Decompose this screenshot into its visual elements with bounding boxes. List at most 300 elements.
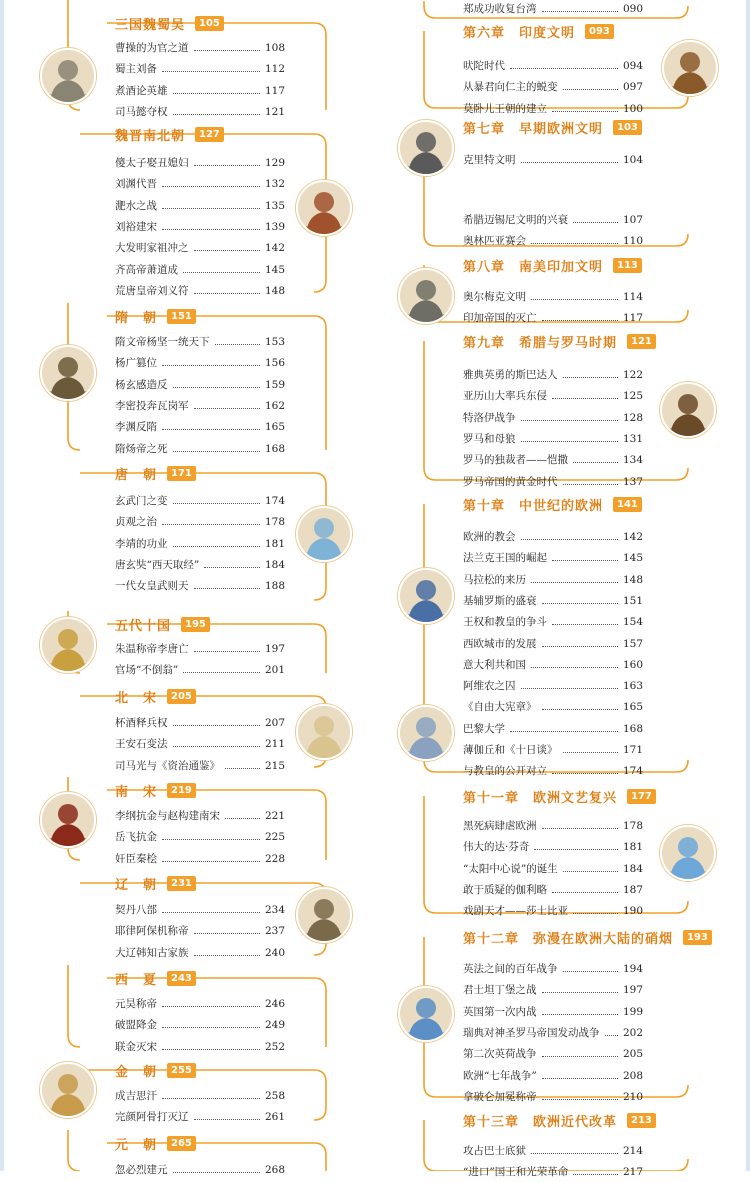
toc-entry-page: 181 [622, 841, 643, 853]
toc-entry-page: 268 [264, 1164, 285, 1176]
toc-entry-page: 148 [622, 574, 643, 586]
toc-entry[interactable] [463, 1087, 643, 1107]
toc-entry[interactable] [115, 534, 285, 554]
toc-entry-page: 190 [622, 905, 643, 917]
toc-entry-title: 蜀主刘备 [115, 63, 157, 75]
dot-leader [194, 588, 260, 589]
toc-entry[interactable] [463, 1141, 643, 1161]
crucifix-icon [398, 568, 454, 624]
dot-leader [521, 162, 618, 163]
dot-leader [531, 299, 618, 300]
stone-statue-icon [40, 48, 96, 104]
dot-leader [173, 725, 260, 726]
toc-entry-title: 黑死病肆虐欧洲 [463, 820, 537, 832]
toc-entry-title: 基辅罗斯的盛衰 [463, 595, 537, 607]
toc-entry[interactable] [463, 655, 643, 675]
toc-entry[interactable] [115, 734, 285, 754]
toc-entry-title: 奥林匹亚赛会 [463, 235, 526, 247]
toc-entry[interactable] [463, 859, 643, 879]
toc-entry[interactable] [463, 1023, 643, 1043]
toc-entry-title: 淝水之战 [115, 200, 157, 212]
toc-entry[interactable] [115, 994, 285, 1014]
section-title: 三国魏蜀吴 [115, 17, 186, 33]
toc-entry-page: 246 [264, 998, 285, 1010]
dot-leader [225, 818, 260, 819]
toc-entry[interactable] [463, 408, 643, 428]
section-title: 第十三章 欧洲近代改革 [463, 1114, 618, 1130]
toc-entry-page: 097 [622, 81, 643, 93]
section-title: 南 宋 [115, 784, 158, 800]
toc-entry-title: 刘裕建宋 [115, 221, 157, 233]
toc-entry[interactable] [463, 1066, 643, 1086]
toc-entry-page: 142 [622, 531, 643, 543]
toc-entry[interactable] [115, 153, 285, 173]
section-page-badge: 219 [167, 783, 196, 798]
dot-leader [183, 672, 260, 673]
dot-leader [162, 71, 260, 72]
toc-entry-title: 煮酒论英雄 [115, 85, 168, 97]
dot-leader [183, 272, 260, 273]
toc-entry[interactable] [115, 1015, 285, 1035]
section-heading[interactable] [115, 123, 224, 145]
toc-entry[interactable] [463, 980, 643, 1000]
toc-entry-title: 岳飞抗金 [115, 831, 157, 843]
toc-entry-title: 忽必烈建元 [115, 1164, 168, 1176]
toc-entry[interactable] [115, 639, 285, 659]
toc-entry-title: 瑞典对神圣罗马帝国发动战争 [463, 1027, 600, 1039]
toc-entry[interactable] [115, 332, 285, 352]
toc-entry-page: 132 [264, 178, 285, 190]
toc-entry[interactable] [115, 943, 285, 963]
toc-entry[interactable] [463, 880, 643, 900]
dot-leader [215, 344, 260, 345]
toc-entry-page: 117 [622, 312, 643, 324]
toc-entry[interactable] [115, 555, 285, 575]
toc-entry[interactable] [115, 1037, 285, 1057]
toc-entry[interactable] [115, 217, 285, 237]
toc-entry-title: 契丹八部 [115, 904, 157, 916]
section-page-badge: 177 [627, 789, 656, 804]
toc-entry-page: 151 [622, 595, 643, 607]
toc-entry[interactable] [463, 429, 643, 449]
toc-entry[interactable] [115, 59, 285, 79]
toc-entry-title: 王权和教皇的争斗 [463, 616, 547, 628]
toc-entry[interactable] [115, 1107, 285, 1127]
toc-entry[interactable] [463, 719, 643, 739]
section-page-badge: 103 [613, 120, 642, 135]
roman-statue-icon [660, 382, 716, 438]
toc-entry-page: 154 [622, 616, 643, 628]
toc-entry[interactable] [115, 396, 285, 416]
section-title: 魏晋南北朝 [115, 128, 186, 144]
toc-entry-title: 欧洲“七年战争” [463, 1070, 537, 1082]
toc-entry[interactable] [115, 660, 285, 680]
toc-entry[interactable] [115, 756, 285, 776]
toc-entry-page: 181 [264, 538, 285, 550]
toc-entry-title: 巴黎大学 [463, 723, 505, 735]
toc-entry[interactable] [463, 1002, 643, 1022]
toc-entry[interactable] [115, 827, 285, 847]
toc-entry[interactable] [463, 1162, 643, 1182]
dot-leader [194, 50, 260, 51]
dot-leader [194, 408, 260, 409]
section-heading[interactable] [463, 254, 642, 276]
toc-entry-page: 240 [264, 947, 285, 959]
toc-entry-title: 罗马的独裁者——恺撒 [463, 454, 568, 466]
dot-leader [573, 222, 618, 223]
toc-entry-title: 罗马和母狼 [463, 433, 516, 445]
toc-entry-page: 199 [622, 1006, 643, 1018]
section-page-badge: 141 [613, 497, 642, 512]
mural-figures-icon [296, 180, 352, 236]
toc-entry[interactable] [463, 450, 643, 470]
section-page-badge: 105 [195, 16, 224, 31]
toc-entry-title: 朱温称帝李唐亡 [115, 643, 189, 655]
dot-leader [605, 1035, 618, 1036]
toc-entry[interactable] [115, 174, 285, 194]
section-heading[interactable] [115, 12, 224, 34]
toc-entry-page: 162 [264, 400, 285, 412]
toc-entry[interactable] [463, 697, 643, 717]
toc-entry-title: 杨广篡位 [115, 357, 157, 369]
dot-leader [521, 539, 618, 540]
toc-entry-page: 160 [622, 659, 643, 671]
toc-entry-title: 英国第一次内战 [463, 1006, 537, 1018]
section-heading[interactable] [115, 1059, 196, 1081]
section-heading[interactable] [115, 613, 210, 635]
toc-entry[interactable] [463, 1044, 643, 1064]
dot-leader [162, 1027, 260, 1028]
toc-entry[interactable] [115, 439, 285, 459]
toc-entry-page: 174 [622, 765, 643, 777]
section-title: 元 朝 [115, 1137, 158, 1153]
toc-entry[interactable] [463, 901, 643, 921]
toc-entry[interactable] [115, 417, 285, 437]
section-title: 第七章 早期欧洲文明 [463, 121, 604, 137]
toc-entry[interactable] [115, 281, 285, 301]
lion-statue-icon-graphic [664, 42, 716, 94]
section-page-badge: 243 [167, 971, 196, 986]
toc-entry[interactable] [115, 900, 285, 920]
toc-entry[interactable] [115, 512, 285, 532]
toc-entry-title: 奸臣秦桧 [115, 853, 157, 865]
palace-building-icon-graphic [298, 508, 350, 560]
toc-entry-title: 意大利共和国 [463, 659, 526, 671]
toc-entry[interactable] [463, 816, 643, 836]
painted-figures-icon [40, 345, 96, 401]
lion-statue-icon [662, 40, 718, 96]
toc-entry-title: 奥尔梅克文明 [463, 291, 526, 303]
dot-leader [534, 849, 618, 850]
toc-entry[interactable] [463, 0, 643, 19]
section-heading[interactable] [463, 785, 656, 807]
song-emperor-icon [296, 704, 352, 760]
toc-entry[interactable] [115, 921, 285, 941]
dot-leader [173, 93, 260, 94]
section-title: 五代十国 [115, 618, 172, 634]
dot-leader [542, 1078, 618, 1079]
section-heading[interactable] [115, 872, 196, 894]
dot-leader [563, 871, 618, 872]
toc-entry[interactable] [463, 472, 643, 492]
connector-line [68, 965, 80, 1047]
section-title: 第十二章 弥漫在欧洲大陆的硝烟 [463, 931, 674, 947]
toc-entry-title: 齐高帝萧道成 [115, 264, 178, 276]
toc-entry[interactable] [463, 676, 643, 696]
section-page-badge: 205 [167, 689, 196, 704]
toc-entry[interactable] [463, 56, 643, 76]
toc-entry[interactable] [115, 353, 285, 373]
section-heading[interactable] [115, 685, 196, 707]
toc-entry-title: 成吉思汗 [115, 1090, 157, 1102]
toc-entry-page: 178 [622, 820, 643, 832]
dot-leader [162, 1098, 260, 1099]
dot-leader [531, 1153, 618, 1154]
toc-entry-title: 伟大的达·芬奇 [463, 841, 530, 853]
toc-entry[interactable] [115, 102, 285, 122]
toc-entry[interactable] [115, 806, 285, 826]
dot-leader [194, 651, 260, 652]
connector-line [68, 1130, 80, 1171]
section-title: 北 宋 [115, 690, 158, 706]
toc-entry[interactable] [115, 491, 285, 511]
toc-entry-title: 王安石变法 [115, 738, 168, 750]
dot-leader [542, 11, 618, 12]
dot-leader [563, 971, 618, 972]
toc-entry-title: 欧洲的教会 [463, 531, 516, 543]
dot-leader [531, 243, 618, 244]
toc-entry[interactable] [463, 740, 643, 760]
toc-entry-page: 165 [264, 421, 285, 433]
section-page-badge: 113 [613, 258, 642, 273]
toc-entry-page: 137 [622, 476, 643, 488]
toc-entry-page: 110 [622, 235, 643, 247]
section-title: 隋 朝 [115, 310, 158, 326]
toc-entry[interactable] [463, 761, 643, 781]
toc-entry-title: 莫卧儿王朝的建立 [463, 103, 547, 115]
toc-entry[interactable] [463, 570, 643, 590]
crucifix-icon-graphic [400, 570, 452, 622]
toc-entry-title: 《自由大宪章》 [463, 701, 537, 713]
toc-entry-page: 135 [264, 200, 285, 212]
toc-entry-title: 阿维农之囚 [463, 680, 516, 692]
toc-entry[interactable] [115, 81, 285, 101]
toc-entry-title: 隋炀帝之死 [115, 443, 168, 455]
section-heading[interactable] [463, 330, 656, 352]
section-heading[interactable] [463, 116, 642, 138]
toc-entry-title: 荒唐皇帝刘义符 [115, 285, 189, 297]
section-title: 第六章 印度文明 [463, 25, 576, 41]
toc-entry-title: 君士坦丁堡之战 [463, 984, 537, 996]
dot-leader [563, 377, 618, 378]
toc-entry-title: 傻太子娶丑媳妇 [115, 157, 189, 169]
section-heading[interactable] [463, 926, 712, 948]
toc-entry[interactable] [115, 576, 285, 596]
dot-leader [162, 1006, 260, 1007]
section-page-badge: 255 [167, 1063, 196, 1078]
dot-leader [542, 1014, 618, 1015]
section-title: 第十章 中世纪的欧洲 [463, 498, 604, 514]
toc-entry[interactable] [115, 238, 285, 258]
toc-entry[interactable] [463, 308, 643, 328]
dot-leader [173, 451, 260, 452]
toc-entry[interactable] [463, 527, 643, 547]
toc-entry-page: 159 [264, 379, 285, 391]
toc-entry-page: 122 [622, 369, 643, 381]
toc-entry-page: 117 [264, 85, 285, 97]
dot-leader [552, 624, 618, 625]
toc-entry-title: 耶律阿保机称帝 [115, 925, 189, 937]
toc-entry-page: 252 [264, 1041, 285, 1053]
armored-general-icon-graphic [42, 794, 94, 846]
section-page-badge: 265 [167, 1136, 196, 1151]
dot-leader [173, 387, 260, 388]
toc-entry-page: 184 [622, 863, 643, 875]
toc-entry[interactable] [463, 959, 643, 979]
toc-entry-page: 237 [264, 925, 285, 937]
toc-entry-page: 197 [622, 984, 643, 996]
dot-leader [173, 114, 260, 115]
section-page-badge: 213 [627, 1113, 656, 1128]
toc-entry[interactable] [463, 591, 643, 611]
section-title: 第十一章 欧洲文艺复兴 [463, 790, 618, 806]
toc-entry-title: 大辽韩知古家族 [115, 947, 189, 959]
toc-entry[interactable] [115, 849, 285, 869]
dot-leader [542, 320, 618, 321]
section-title: 第九章 希腊与罗马时期 [463, 335, 618, 351]
toc-entry[interactable] [463, 837, 643, 857]
section-title: 第八章 南美印加文明 [463, 259, 604, 275]
toc-entry[interactable] [463, 231, 643, 251]
toc-entry-page: 112 [264, 63, 285, 75]
toc-entry[interactable] [463, 386, 643, 406]
mural-figures-icon-graphic [298, 182, 350, 234]
toc-entry-title: “太阳中心说”的诞生 [463, 863, 558, 875]
toc-entry-title: 隋文帝杨坚一统天下 [115, 336, 210, 348]
dot-leader [173, 1172, 260, 1173]
toc-entry-title: 郑成功收复台湾 [463, 3, 537, 15]
section-heading[interactable] [115, 1132, 196, 1154]
toc-entry-page: 187 [622, 884, 643, 896]
toc-entry-page: 128 [622, 412, 643, 424]
toc-entry-page: 168 [622, 723, 643, 735]
toc-entry[interactable] [115, 1086, 285, 1106]
toc-entry-page: 217 [622, 1166, 643, 1178]
emperor-portrait-icon [40, 617, 96, 673]
toc-entry[interactable] [463, 612, 643, 632]
section-heading[interactable] [463, 20, 614, 42]
section-heading[interactable] [115, 462, 196, 484]
dot-leader [563, 484, 618, 485]
toc-entry-page: 134 [622, 454, 643, 466]
section-page-badge: 195 [181, 617, 210, 632]
olmec-head-icon [398, 268, 454, 324]
toc-entry-page: 214 [622, 1145, 643, 1157]
roman-statue-icon-graphic [662, 384, 714, 436]
emperor-portrait-icon-graphic [42, 619, 94, 671]
dot-leader [510, 731, 618, 732]
section-heading[interactable] [115, 779, 196, 801]
toc-entry-title: 完颜阿骨打灭辽 [115, 1111, 189, 1123]
toc-entry-title: 亚历山大率兵东侵 [463, 390, 547, 402]
toc-entry-page: 121 [264, 106, 285, 118]
toc-entry[interactable] [463, 210, 643, 230]
section-page-badge: 231 [167, 876, 196, 891]
dot-leader [531, 582, 618, 583]
toc-entry-title: 戏剧天才——莎士比亚 [463, 905, 568, 917]
dot-leader [194, 933, 260, 934]
toc-entry-page: 211 [264, 738, 285, 750]
dot-leader [162, 208, 260, 209]
toc-entry[interactable] [463, 548, 643, 568]
section-page-badge: 121 [627, 334, 656, 349]
toc-entry[interactable] [115, 196, 285, 216]
toc-entry[interactable] [463, 634, 643, 654]
section-heading[interactable] [115, 967, 196, 989]
toc-entry-page: 208 [622, 1070, 643, 1082]
toc-entry[interactable] [463, 77, 643, 97]
toc-entry-title: 薄伽丘和《十日谈》 [463, 744, 558, 756]
toc-entry[interactable] [115, 260, 285, 280]
dot-leader [510, 68, 618, 69]
toc-entry[interactable] [463, 287, 643, 307]
toc-entry-title: “进口”国王和光荣革命 [463, 1166, 569, 1178]
toc-entry-page: 188 [264, 580, 285, 592]
toc-entry-title: 杯酒释兵权 [115, 717, 168, 729]
toc-entry-page: 104 [622, 154, 643, 166]
toc-entry-title: 李纲抗金与赵构建南宋 [115, 810, 220, 822]
section-heading[interactable] [463, 1109, 656, 1131]
toc-entry-page: 165 [622, 701, 643, 713]
stone-statue-icon-graphic [42, 50, 94, 102]
toc-entry-page: 125 [622, 390, 643, 402]
toc-entry-page: 249 [264, 1019, 285, 1031]
toc-entry-page: 107 [622, 214, 643, 226]
toc-entry-title: 李渊反隋 [115, 421, 157, 433]
toc-entry[interactable] [463, 365, 643, 385]
dot-leader [552, 111, 618, 112]
section-heading[interactable] [463, 493, 642, 515]
toc-entry-title: 联金灭宋 [115, 1041, 157, 1053]
toc-entry-title: 克里特文明 [463, 154, 516, 166]
toc-entry[interactable] [463, 150, 643, 170]
toc-entry-page: 163 [622, 680, 643, 692]
toc-entry[interactable] [115, 375, 285, 395]
dot-leader [542, 603, 618, 604]
olmec-head-icon-graphic [400, 270, 452, 322]
toc-entry-page: 114 [622, 291, 643, 303]
section-title: 辽 朝 [115, 877, 158, 893]
palace-building-icon [296, 506, 352, 562]
dot-leader [542, 992, 618, 993]
toc-entry-title: 刘渊代晋 [115, 178, 157, 190]
section-heading[interactable] [115, 305, 196, 327]
palace-facade-icon [398, 705, 454, 761]
khitan-figure-icon [296, 887, 352, 943]
dot-leader [162, 365, 260, 366]
toc-entry-page: 221 [264, 810, 285, 822]
dot-leader [162, 186, 260, 187]
dot-leader [162, 1049, 260, 1050]
toc-entry[interactable] [115, 38, 285, 58]
dot-leader [563, 752, 618, 753]
toc-entry-page: 090 [622, 3, 643, 15]
toc-entry-page: 148 [264, 285, 285, 297]
toc-entry[interactable] [115, 713, 285, 733]
toc-entry-title: 雅典英勇的斯巴达人 [463, 369, 558, 381]
dot-leader [162, 429, 260, 430]
toc-entry[interactable] [115, 1160, 285, 1180]
